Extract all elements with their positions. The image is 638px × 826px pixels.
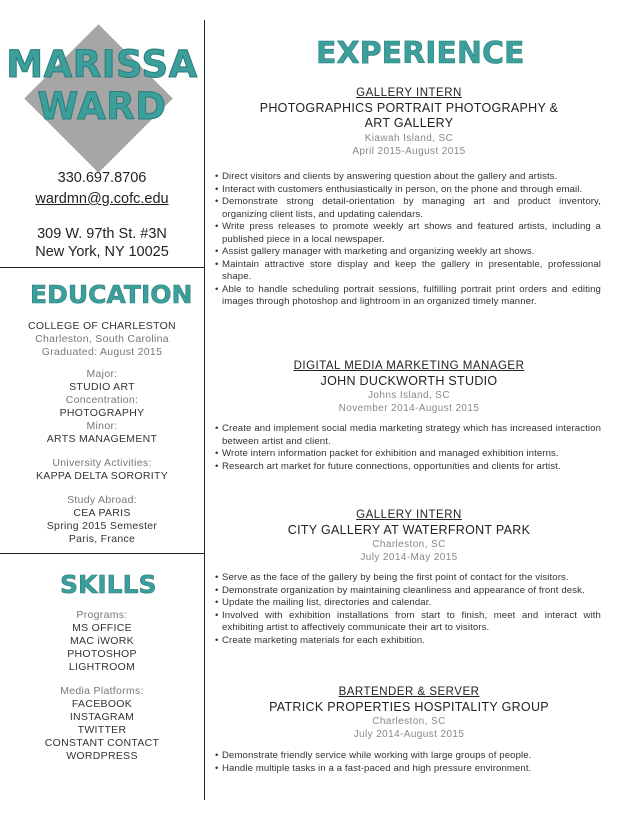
abroad-program: CEA PARIS (73, 507, 131, 519)
divider (0, 267, 204, 268)
job-company-continued: ART GALLERY (364, 116, 454, 130)
experience-heading: EXPERIENCE (316, 36, 525, 71)
job-company: JOHN DUCKWORTH STUDIO (320, 374, 498, 388)
media-item: FACEBOOK (71, 698, 133, 710)
vertical-divider (204, 20, 205, 800)
bullet-item: • Demonstrate friendly service while working with large groups of people. (215, 750, 601, 763)
bullet-item: • Maintain attractive store display and keep the gallery in presentable, professional shape. (215, 259, 601, 284)
job-title: DIGITAL MEDIA MARKETING MANAGER (293, 360, 525, 372)
concentration-label: Concentration: (65, 394, 139, 406)
bullet-item: • Involved with exhibition installations from start to finish, meet and interact with exhibiting artist to affectively communicate their art to visitors. (215, 610, 601, 635)
job-company: PHOTOGRAPHICS PORTRAIT PHOTOGRAPHY & (259, 101, 559, 115)
divider (0, 553, 204, 554)
job-bullets (215, 572, 601, 647)
minor-value: ARTS MANAGEMENT (46, 433, 158, 445)
bullet-item: • Direct visitors and clients by answering question about the gallery and artists. (215, 171, 601, 184)
abroad-term: Spring 2015 Semester (46, 520, 158, 532)
job-dates: July 2014-May 2015 (360, 552, 458, 563)
bullet-item: • Demonstrate strong detail-orientation by managing art and product inventory, organizing client lists, and updating calendars. (215, 196, 601, 221)
graduation-date: Graduated: August 2015 (41, 346, 163, 358)
bullet-item: • Create marketing materials for each exhibition. (215, 635, 601, 648)
activities-value: KAPPA DELTA SORORITY (35, 470, 169, 482)
address-line-2: New York, NY 10025 (35, 244, 169, 260)
job-company: CITY GALLERY AT WATERFRONT PARK (287, 523, 531, 537)
abroad-place: Paris, France (68, 533, 136, 545)
job-bullets (215, 750, 601, 775)
job-dates: April 2015-August 2015 (352, 146, 466, 157)
media-item: INSTAGRAM (69, 711, 135, 723)
major-value: STUDIO ART (69, 381, 135, 393)
bullet-item: • Update the mailing list, directories and calendar. (215, 597, 601, 610)
phone-number: 330.697.8706 (57, 170, 147, 186)
education-heading: EDUCATION (30, 280, 193, 309)
email-link[interactable]: wardmn@g.cofc.edu (35, 191, 169, 207)
concentration-value: PHOTOGRAPHY (59, 407, 145, 419)
media-item: TWITTER (77, 724, 127, 736)
bullet-item: • Interact with customers enthusiastically in person, on the phone and through email. (215, 184, 601, 197)
job-location: Charleston, SC (372, 539, 446, 550)
abroad-label: Study Abroad: (67, 494, 137, 506)
media-item: CONSTANT CONTACT (44, 737, 160, 749)
major-label: Major: (86, 368, 118, 380)
last-name: WARD (37, 85, 167, 128)
bullet-item: • Serve as the face of the gallery by being the first point of contact for the visitors. (215, 572, 601, 585)
bullet-item: • Create and implement social media marketing strategy which has increased interaction between artist and client. (215, 423, 601, 448)
job-location: Johns Island, SC (368, 390, 450, 401)
program-item: PHOTOSHOP (67, 648, 137, 660)
job-company: PATRICK PROPERTIES HOSPITALITY GROUP (269, 700, 549, 714)
program-item: MS OFFICE (72, 622, 132, 634)
job-dates: July 2014-August 2015 (353, 729, 465, 740)
bullet-item: • Assist gallery manager with marketing and organizing weekly art shows. (215, 246, 601, 259)
media-item: WORDPRESS (66, 750, 138, 762)
job-title: BARTENDER & SERVER (338, 686, 480, 698)
media-label: Media Platforms: (60, 685, 144, 697)
job-location: Charleston, SC (372, 716, 446, 727)
job-title: GALLERY INTERN (356, 87, 462, 99)
job-title: GALLERY INTERN (356, 509, 462, 521)
bullet-item: • Handle multiple tasks in a a fast-paced and high pressure environment. (215, 763, 601, 776)
minor-label: Minor: (86, 420, 118, 432)
activities-label: University Activities: (52, 457, 152, 469)
program-item: MAC iWORK (70, 635, 134, 647)
skills-heading: SKILLS (60, 570, 157, 599)
bullet-item: • Wrote intern information packet for exhibition and managed exhibition interns. (215, 448, 601, 461)
first-name: MARISSA (6, 43, 198, 86)
job-bullets (215, 171, 601, 309)
bullet-item: • Research art market for future connections, opportunities and clients for artist. (215, 461, 601, 474)
job-dates: November 2014-August 2015 (338, 403, 480, 414)
sidebar (0, 0, 204, 826)
bullet-item: • Write press releases to promote weekly art shows and featured artists, including a published piece in a local newspaper. (215, 221, 601, 246)
bullet-item: • Demonstrate organization by maintaining cleanliness and appearance of front desk. (215, 585, 601, 598)
bullet-item: • Able to handle scheduling portrait sessions, fulfilling portrait print orders and editing images through photoshop and lightroom in an organized timely manner. (215, 284, 601, 309)
job-location: Kiawah Island, SC (364, 133, 454, 144)
program-item: LIGHTROOM (68, 661, 136, 673)
programs-label: Programs: (76, 609, 128, 621)
job-bullets (215, 423, 601, 473)
school-name: COLLEGE OF CHARLESTON (28, 320, 176, 332)
school-location: Charleston, South Carolina (35, 333, 169, 345)
address-line-1: 309 W. 97th St. #3N (37, 226, 167, 242)
